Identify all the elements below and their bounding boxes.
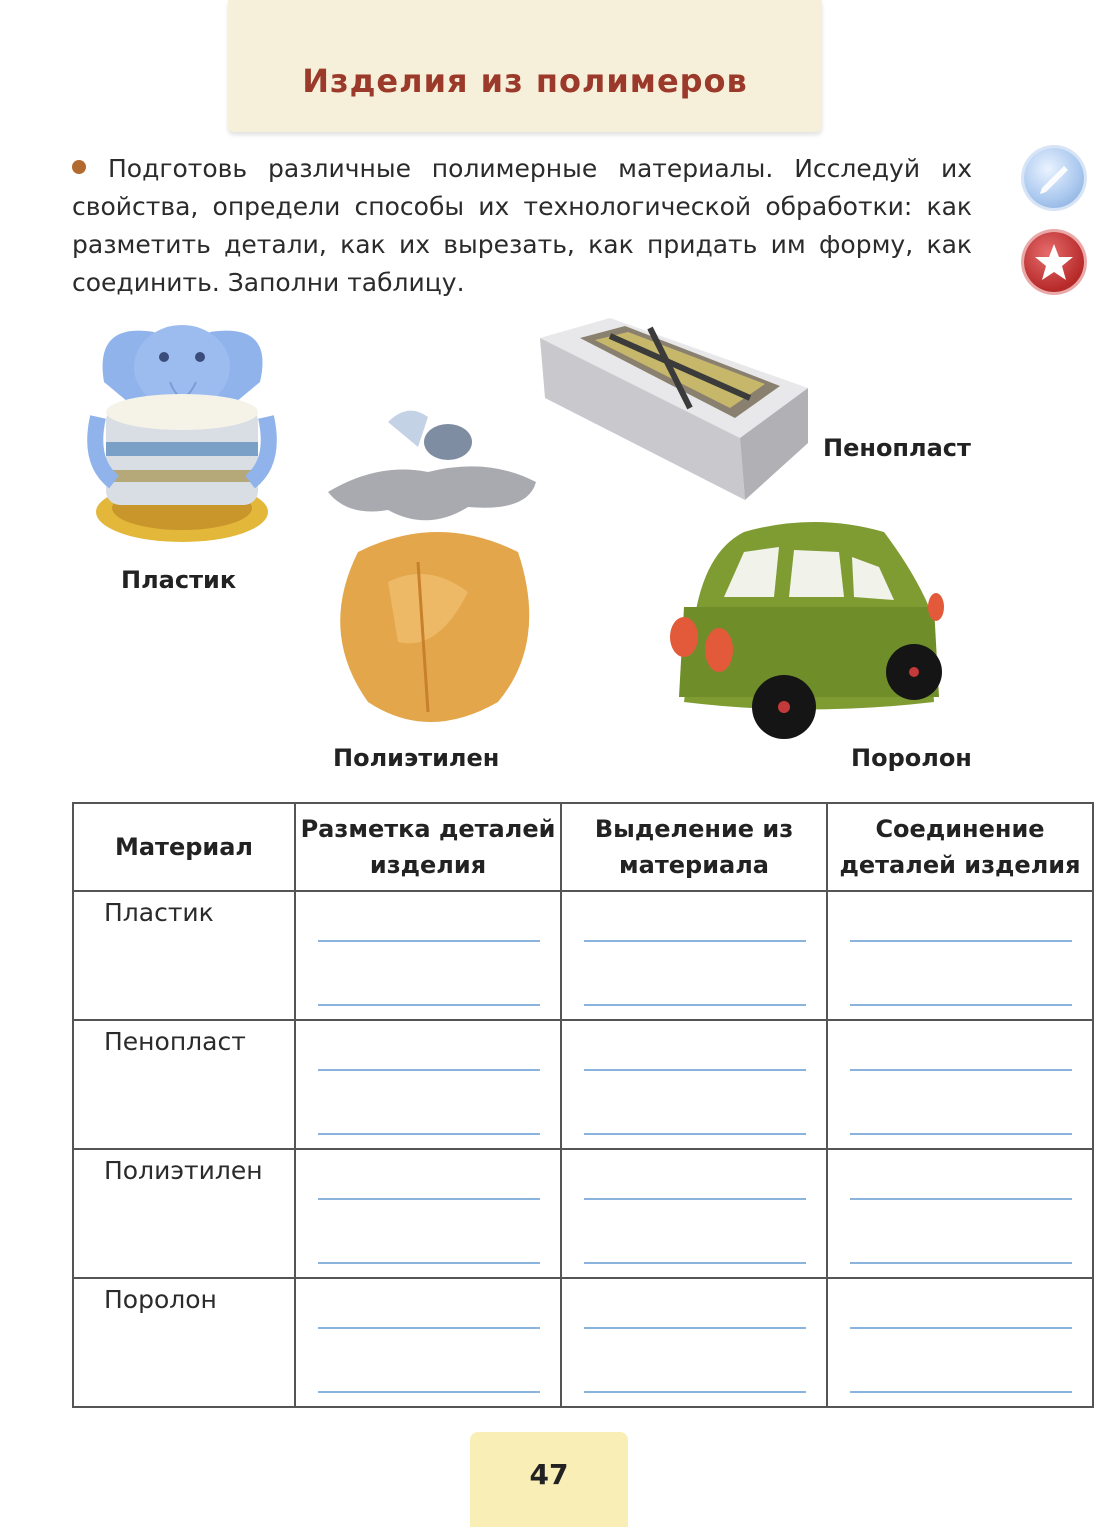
- answer-line[interactable]: [584, 1198, 806, 1200]
- answer-line[interactable]: [850, 1198, 1072, 1200]
- answer-line[interactable]: [318, 1391, 540, 1393]
- plastic-elephant-picture: [84, 312, 280, 552]
- answer-line[interactable]: [318, 1069, 540, 1071]
- answer-cell[interactable]: [827, 891, 1093, 1020]
- answer-cell[interactable]: [295, 891, 561, 1020]
- page-number: 47: [529, 1458, 569, 1491]
- answer-line[interactable]: [318, 1262, 540, 1264]
- answer-line[interactable]: [850, 1327, 1072, 1329]
- answer-line[interactable]: [318, 1133, 540, 1135]
- pencil-icon: [1024, 148, 1084, 208]
- answer-cell[interactable]: [827, 1278, 1093, 1407]
- answer-line[interactable]: [850, 1391, 1072, 1393]
- caption-polyethylene: Полиэтилен: [333, 744, 500, 772]
- answer-cell[interactable]: [295, 1149, 561, 1278]
- answer-line[interactable]: [850, 1133, 1072, 1135]
- header-marking: Разметка деталей изделия: [295, 803, 561, 891]
- caption-plastic: Пластик: [121, 566, 237, 594]
- answer-cell[interactable]: [561, 891, 827, 1020]
- answer-line[interactable]: [584, 1262, 806, 1264]
- answer-cell[interactable]: [561, 1278, 827, 1407]
- task-paragraph: [72, 150, 972, 302]
- answer-line[interactable]: [584, 1004, 806, 1006]
- polyethylene-picture: [318, 402, 544, 728]
- table-row: [73, 1020, 1093, 1149]
- answer-line[interactable]: [584, 1327, 806, 1329]
- answer-cell[interactable]: [561, 1149, 827, 1278]
- caption-foam: Пенопласт: [823, 434, 971, 462]
- answer-line[interactable]: [318, 1004, 540, 1006]
- task-text: Подготовь различные полимерные материалы. Исследуй их свойства, определи способы их технологической обработки: как разметить детали, как их вырезать, как придать им форму, как соединить. Заполни таблицу.: [72, 154, 972, 297]
- table-row: [73, 891, 1093, 1020]
- bullet-icon: [72, 160, 86, 174]
- row-material-label: Полиэтилен: [104, 1156, 263, 1185]
- answer-cell[interactable]: [827, 1149, 1093, 1278]
- answer-line[interactable]: [318, 1327, 540, 1329]
- answer-line[interactable]: [318, 940, 540, 942]
- table-header-row: [73, 803, 1093, 891]
- header-joining: Соединение деталей изделия: [827, 803, 1093, 891]
- table-row: [73, 1278, 1093, 1407]
- caption-foam-rubber: Поролон: [851, 744, 972, 772]
- answer-line[interactable]: [584, 1069, 806, 1071]
- header-material: Материал: [73, 803, 295, 891]
- answer-cell[interactable]: [561, 1020, 827, 1149]
- answer-line[interactable]: [584, 1391, 806, 1393]
- star-icon: [1024, 232, 1084, 292]
- materials-table: [72, 802, 1094, 1408]
- answer-line[interactable]: [584, 940, 806, 942]
- header-cutting: Выделение из материала: [561, 803, 827, 891]
- answer-line[interactable]: [850, 1262, 1072, 1264]
- answer-cell[interactable]: [827, 1020, 1093, 1149]
- answer-line[interactable]: [318, 1198, 540, 1200]
- answer-line[interactable]: [850, 1004, 1072, 1006]
- answer-line[interactable]: [584, 1133, 806, 1135]
- row-material-label: Пенопласт: [104, 1027, 246, 1056]
- foam-rubber-car-picture: [664, 512, 946, 752]
- table-row: [73, 1149, 1093, 1278]
- page-title: Изделия из полимеров: [302, 62, 748, 100]
- answer-cell[interactable]: [295, 1278, 561, 1407]
- answer-line[interactable]: [850, 1069, 1072, 1071]
- row-material-label: Пластик: [104, 898, 214, 927]
- answer-line[interactable]: [850, 940, 1072, 942]
- answer-cell[interactable]: [295, 1020, 561, 1149]
- foam-box-picture: [540, 318, 810, 503]
- row-material-label: Поролон: [104, 1285, 217, 1314]
